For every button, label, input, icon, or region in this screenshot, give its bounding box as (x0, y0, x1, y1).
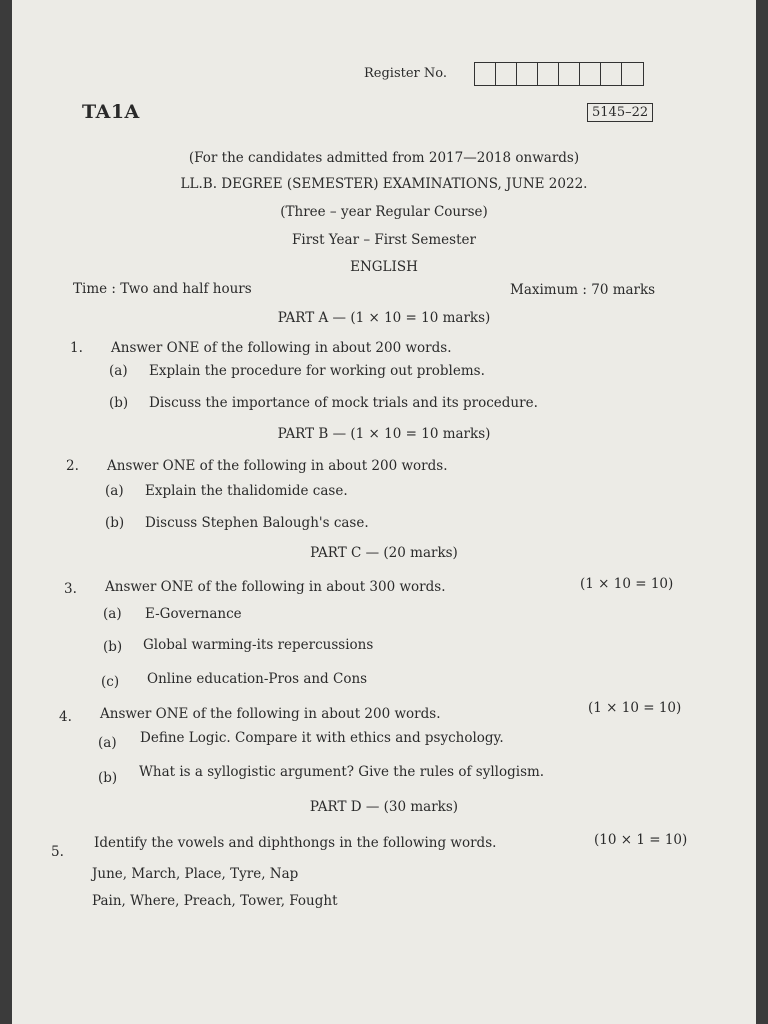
question-marks: (1 × 10 = 10) (588, 700, 682, 716)
question-text: Answer ONE of the following in about 200 words. (111, 340, 452, 356)
option-text: Explain the procedure for working out problems. (149, 363, 485, 379)
question-marks: (10 × 1 = 10) (594, 832, 688, 848)
register-box (622, 63, 643, 85)
paper-code: TA1A (82, 101, 140, 123)
subject-name: ENGLISH (350, 259, 418, 275)
question-number: 4. (59, 709, 72, 725)
option-label: (a) (109, 363, 128, 379)
part-d-heading: PART D — (30 marks) (309, 799, 459, 815)
subject-code-box: 5145–22 (587, 103, 653, 122)
register-box (559, 63, 580, 85)
option-text: Online education-Pros and Cons (147, 671, 368, 687)
question-number: 3. (64, 581, 77, 597)
register-box (601, 63, 622, 85)
option-label: (a) (98, 735, 117, 751)
register-box (517, 63, 538, 85)
option-label: (b) (105, 515, 125, 531)
option-text: Define Logic. Compare it with ethics and psychology. (140, 730, 504, 746)
option-label: (a) (105, 483, 124, 499)
course-type: (Three – year Regular Course) (280, 204, 488, 220)
exam-paper (12, 0, 756, 1024)
option-label: (b) (109, 395, 129, 411)
option-label: (c) (101, 674, 120, 690)
question-marks: (1 × 10 = 10) (580, 576, 674, 592)
admission-note: (For the candidates admitted from 2017—2018 onwards) (188, 150, 580, 166)
year-semester: First Year – First Semester (292, 232, 476, 248)
word-list: June, March, Place, Tyre, Nap (92, 866, 299, 882)
word-list: Pain, Where, Preach, Tower, Fought (92, 893, 338, 909)
register-box (538, 63, 559, 85)
register-box (475, 63, 496, 85)
option-text: What is a syllogistic argument? Give the rules of syllogism. (139, 764, 545, 780)
question-number: 5. (51, 844, 64, 860)
time-allowed: Time : Two and half hours (73, 281, 252, 297)
option-text: Discuss the importance of mock trials and its procedure. (149, 395, 538, 411)
exam-title: LL.B. DEGREE (SEMESTER) EXAMINATIONS, JUNE 2022. (180, 176, 588, 192)
register-box (496, 63, 517, 85)
option-text: Discuss Stephen Balough's case. (145, 515, 369, 531)
part-b-heading: PART B — (1 × 10 = 10 marks) (277, 426, 491, 442)
register-number-boxes (474, 62, 644, 86)
option-text: Global warming-its repercussions (143, 637, 374, 653)
question-text: Identify the vowels and diphthongs in the following words. (94, 835, 497, 851)
question-text: Answer ONE of the following in about 200 words. (100, 706, 441, 722)
question-number: 1. (70, 340, 83, 356)
question-text: Answer ONE of the following in about 300 words. (105, 579, 446, 595)
option-label: (a) (103, 606, 122, 622)
part-a-heading: PART A — (1 × 10 = 10 marks) (277, 310, 491, 326)
register-box (580, 63, 601, 85)
option-label: (b) (103, 639, 123, 655)
question-text: Answer ONE of the following in about 200 words. (107, 458, 448, 474)
part-c-heading: PART C — (20 marks) (310, 545, 458, 561)
option-label: (b) (98, 770, 118, 786)
maximum-marks: Maximum : 70 marks (510, 282, 656, 298)
question-number: 2. (66, 458, 79, 474)
option-text: Explain the thalidomide case. (145, 483, 348, 499)
option-text: E-Governance (145, 606, 242, 622)
register-label: Register No. (364, 66, 448, 81)
